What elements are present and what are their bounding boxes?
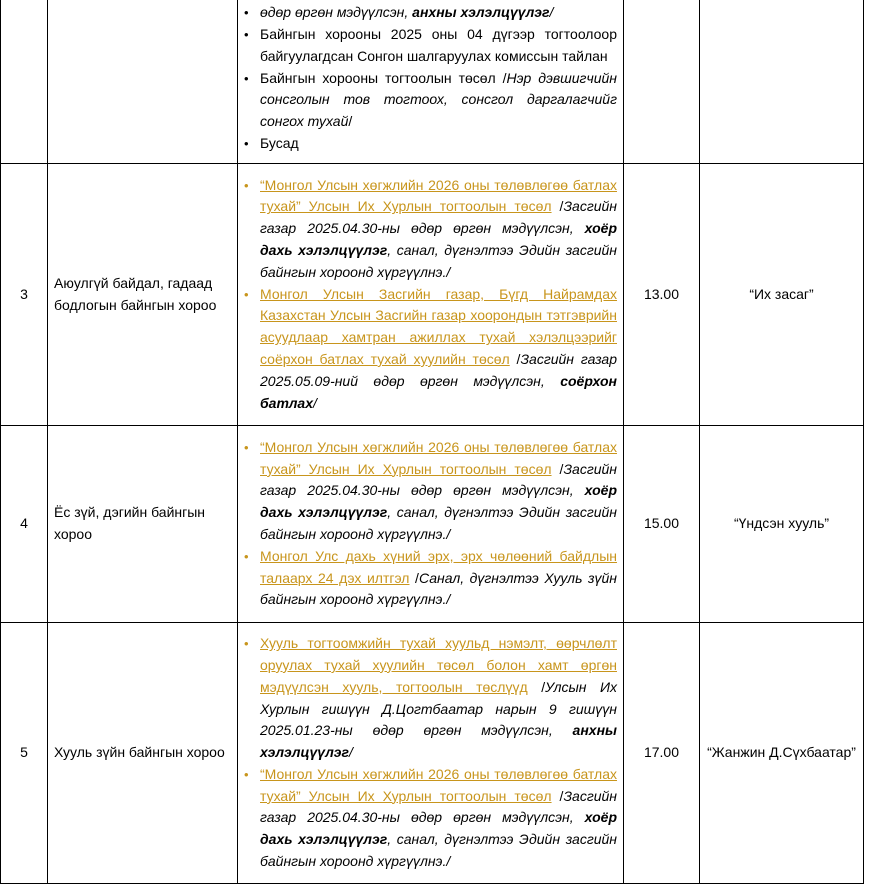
document-link[interactable]: “Монгол Улсын хөгжлийн 2026 оны төлөвлөгөө батлах тухай” Улсын Их Хурлын тогтоолын төсөл [260,765,617,804]
row-number-cell: 5 [1,623,48,884]
document-link[interactable]: “Монгол Улсын хөгжлийн 2026 оны төлөвлөгөө батлах тухай” Улсын Их Хурлын тогтоолын төсөл [260,438,617,477]
agenda-item-link[interactable] [244,633,617,764]
agenda-item-list [244,175,617,415]
agenda-item-list [244,437,617,611]
table-row [1,426,864,623]
item-text: / [551,787,564,804]
agenda-item [244,68,617,133]
committee-cell: Ёс зүй, дэгийн байнгын хороо [48,426,238,623]
table-row [1,623,864,884]
item-text: Бусад [260,134,299,151]
item-text: / [313,394,317,411]
item-text: / [549,4,554,21]
item-text: / [409,569,419,586]
reading-stage-text: хоёр дахь хэлэлцүүлэг [260,809,617,848]
agenda-item [244,2,617,24]
meeting-time-cell: 17.00 [624,623,700,884]
agenda-items-cell [238,623,624,884]
item-text: / [348,113,353,130]
document-link[interactable]: Хууль тогтоомжийн тухай хуульд нэмэлт, өөрчлөлт оруулах тухай хуулийн төсөл болон хамт өргөн мэдүүлсэн хууль, тогтоолын төслүүд [260,635,617,695]
agenda-item [244,133,617,155]
item-text: Байнгын хорооны тогтоолын төсөл / [260,69,507,86]
document-link[interactable]: Монгол Улсын Засгийн газар, Бүгд Найрамдах Казахстан Улсын Засгийн газар хоорондын тэтгэврийн асуудлаар хамтран ажиллах тухай хэлэлцээрийг соёрхон батлах тухай хуулийн төсөл [260,285,617,367]
agenda-item-link[interactable] [244,175,617,284]
item-text: Засгийн газар 2025.05.09-ний өдөр өргөн мэдүүлсэн, [260,350,617,389]
meeting-room-cell: “Жанжин Д.Сүхбаатар” [700,623,864,884]
item-text: / [349,744,353,761]
item-text: , санал, дүгнэлтээ Эдийн засгийн байнгын хороонд хүргүүлнэ./ [260,242,618,280]
reading-stage-text: хоёр дахь хэлэлцүүлэг [260,220,617,258]
reading-stage-text: анхны хэлэлцүүлэг [260,722,617,761]
item-text: / [551,460,564,477]
agenda-items-cell [238,164,624,426]
agenda-item-link[interactable] [244,437,617,546]
meeting-room-cell [700,0,864,164]
item-text: , санал, дүгнэлтээ Эдийн засгийн байнгын хороонд хүргүүлнэ./ [260,831,618,870]
item-text: , санал, дүгнэлтээ Эдийн засгийн байнгын хороонд хүргүүлнэ./ [260,504,618,542]
reading-stage-text: анхны хэлэлцүүлэг [412,4,550,21]
document-link[interactable]: “Монгол Улсын хөгжлийн 2026 оны төлөвлөгөө батлах тухай” Улсын Их Хурлын тогтоолын төсөл [260,176,617,215]
committee-cell [48,0,238,164]
table-row [1,164,864,426]
agenda-item-link[interactable] [244,546,617,611]
agenda-item-list [244,2,617,155]
meeting-time-cell [624,0,700,164]
committee-cell: Хууль зүйн байнгын хороо [48,623,238,884]
agenda-item-link[interactable] [244,764,617,873]
item-text: Засгийн газар 2025.04.30-ны өдөр өргөн мэдүүлсэн, [260,787,617,826]
reading-stage-text: хоёр дахь хэлэлцүүлэг [260,482,617,521]
item-text: Нэр дэвшигчийн сонсголын тов тогтоох, сонсгол даргалагчийг сонгох тухай [260,69,617,130]
meeting-room-cell: “Их засаг” [700,164,864,426]
reading-stage-text: соёрхон батлах [260,372,617,411]
agenda-item [244,24,617,68]
document-link[interactable]: Монгол Улс дахь хүний эрх, эрх чөлөөний байдлын талаарх 24 дэх илтгэл [260,547,617,586]
agenda-item-list [244,633,617,873]
item-text: / [527,678,546,695]
item-text: Засгийн газар 2025.04.30-ны өдөр өргөн мэдүүлсэн, [260,460,617,499]
agenda-item-link[interactable] [244,284,617,415]
meeting-room-cell: “Үндсэн хууль” [700,426,864,623]
meeting-time-cell: 13.00 [624,164,700,426]
agenda-items-cell [238,0,624,164]
item-text: Санал, дүгнэлтээ Хууль зүйн байнгын хороонд хүргүүлнэ./ [260,569,618,608]
meeting-time-cell: 15.00 [624,426,700,623]
row-number-cell: 3 [1,164,48,426]
item-text: / [551,198,564,215]
item-text: өдөр өргөн мэдүүлсэн, [260,4,413,21]
item-text: Засгийн газар 2025.04.30-ны өдөр өргөн мэдүүлсэн, [260,198,617,237]
item-text: Байнгын хорооны 2025 оны 04 дүгээр тогтоолоор байгуулагдсан Сонгон шалгаруулах комиссын тайлан [260,26,617,64]
item-text: / [509,350,521,367]
table-row [1,0,864,164]
row-number-cell: 4 [1,426,48,623]
agenda-items-cell [238,426,624,623]
row-number-cell [1,0,48,164]
committee-cell: Аюулгүй байдал, гадаад бодлогын байнгын хороо [48,164,238,426]
item-text: Улсын Их Хурлын гишүүн Д.Цогтбаатар нарын 9 гишүүн 2025.01.23-ны өдөр өргөн мэдүүлсэн, [260,678,618,739]
